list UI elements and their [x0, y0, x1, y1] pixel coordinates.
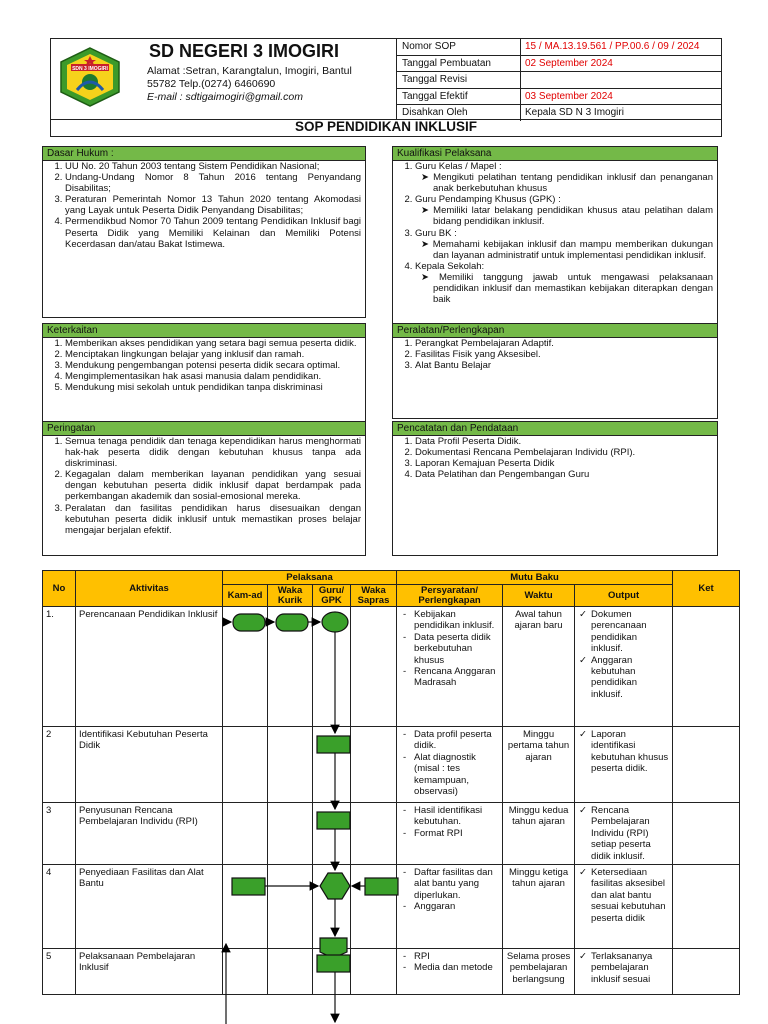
peringatan-list: [43, 436, 365, 536]
list-item: ✓ Terlaksananya pembelajaran inklusif sesuai: [591, 951, 669, 985]
address-line: Alamat :Setran, Karangtalun, Imogiri, Bantul: [147, 65, 352, 77]
row-persyaratan: [397, 727, 503, 803]
box-heading: Kualifikasi Pelaksana: [393, 147, 717, 161]
list-item: [415, 161, 713, 194]
row-persyaratan: [397, 949, 503, 995]
sub-item-text: Memiliki tanggung jawab untuk mengawasi pelaksanaan pendidikan inklusif dan memastikan kebijakan diterapkan dengan baik: [433, 271, 713, 306]
list-item: [415, 228, 713, 261]
row-output: [575, 803, 673, 865]
list-item: ✓ Anggaran kebutuhan pendidikan inklusif.: [591, 655, 669, 701]
list-item: [415, 261, 713, 305]
flow-cell: [351, 803, 397, 865]
meta-label: Disahkan Oleh: [397, 105, 521, 121]
meta-label: Nomor SOP: [397, 39, 521, 55]
peringatan-box: [42, 421, 366, 556]
row-aktivitas: Pelaksanaan Pembelajaran Inklusif: [76, 949, 223, 995]
procedure-table: [42, 570, 740, 995]
table-row: [43, 949, 740, 995]
keterkaitan-box: [42, 323, 366, 422]
row-ket: [673, 949, 740, 995]
list-item: ✓ Laporan identifikasi kebutuhan khusus peserta didik.: [591, 729, 669, 775]
row-no: 2: [43, 727, 76, 803]
flow-cell: [351, 949, 397, 995]
flow-cell: [351, 865, 397, 949]
row-ket: [673, 865, 740, 949]
kualifikasi-list: [393, 161, 717, 305]
row-ket: [673, 803, 740, 865]
school-address: [147, 65, 387, 104]
meta-row: [397, 39, 721, 56]
list-item: 1. UU No. 20 Tahun 2003 tentang Sistem Pendidikan Nasional;: [65, 161, 361, 172]
row-persyaratan: [397, 865, 503, 949]
list-item: - Rencana Anggaran Madrasah: [414, 666, 499, 689]
list-item: - Alat diagnostik (misal : tes kemampuan, observasi): [414, 752, 499, 798]
flow-cell: [223, 727, 268, 803]
list-item: 1. Perangkat Pembelajaran Adaptif.: [415, 338, 713, 349]
table-row: [43, 803, 740, 865]
list-item: 5. Mendukung misi sekolah untuk pendidikan tanpa diskriminasi: [65, 382, 361, 393]
col-header-kamad: Kam-ad: [223, 585, 268, 607]
list-item: - Daftar fasilitas dan alat bantu yang diperlukan.: [414, 867, 499, 901]
item-label: Guru BK :: [415, 227, 457, 239]
dasar-hukum-box: [42, 146, 366, 318]
box-heading: Dasar Hukum :: [43, 147, 365, 161]
school-logo: [57, 44, 123, 110]
sub-item: ➤ Memahami kebijakan inklusif dan mampu memberikan dukungan dan layanan administratif untuk implementasi pendidikan inklusif.: [421, 238, 713, 261]
row-no: 5: [43, 949, 76, 995]
list-item: 1. Memberikan akses pendidikan yang setara bagi semua peserta didik.: [65, 338, 361, 349]
flow-cell: [313, 865, 351, 949]
list-item: 2. Fasilitas Fisik yang Aksesibel.: [415, 349, 713, 360]
sub-item: ➤ Mengikuti pelatihan tentang pendidikan inklusif dan penanganan anak berkebutuhan khusus: [421, 172, 713, 195]
list-item: 3. Alat Bantu Belajar: [415, 360, 713, 371]
list-item: - Media dan metode: [414, 962, 499, 973]
col-header-ket: Ket: [673, 571, 740, 607]
list-item: - Kebijakan pendidikan inklusif.: [414, 609, 499, 632]
flow-cell: [268, 727, 313, 803]
col-header-mutu-baku: Mutu Baku: [397, 571, 673, 585]
school-identity: [51, 39, 397, 119]
row-ket: [673, 607, 740, 727]
flow-cell: [351, 727, 397, 803]
list-item: 3. Peraturan Pemerintah Nomor 13 Tahun 2020 tentang Akomodasi yang Layak untuk Peserta Didik Penyandang Disabilitas;: [65, 194, 361, 216]
row-aktivitas: Penyusunan Rencana Pembelajaran Individu (RPI): [76, 803, 223, 865]
row-output: [575, 727, 673, 803]
email-line: E-mail : sdtigaimogiri@gmail.com: [147, 91, 303, 103]
kualifikasi-box: [392, 146, 718, 324]
col-header-output: Output: [575, 585, 673, 607]
document-header: [50, 38, 722, 120]
meta-label: Tanggal Efektif: [397, 89, 521, 105]
item-label: Guru Kelas / Mapel :: [415, 161, 502, 172]
row-ket: [673, 727, 740, 803]
row-waktu: Minggu ketiga tahun ajaran: [503, 865, 575, 949]
sub-item: ➤ Memiliki latar belakang pendidikan khusus atau pelatihan dalam bidang pendidikan inklusif.: [421, 205, 713, 228]
row-waktu: Minggu kedua tahun ajaran: [503, 803, 575, 865]
meta-value: 15 / MA.13.19.561 / PP.00.6 / 09 / 2024: [525, 41, 700, 52]
col-header-persyaratan: Persyaratan/ Perlengkapan: [397, 585, 503, 607]
flow-cell: [351, 607, 397, 727]
row-output: [575, 949, 673, 995]
pencatatan-list: [393, 436, 717, 480]
meta-value: 02 September 2024: [525, 57, 613, 69]
list-item: 3. Mendukung pengembangan potensi peserta didik secara optimal.: [65, 360, 361, 371]
list-item: 2. Kegagalan dalam memberikan layanan pendidikan yang sesuai dengan kebutuhan peserta didik inklusif dapat berdampak pada perkembangan akademik dan sosial-emosional mereka.: [65, 469, 361, 502]
list-item: - Data peserta didik berkebutuhan khusus: [414, 632, 499, 666]
list-item: 2. Dokumentasi Rencana Pembelajaran Individu (RPI).: [415, 447, 713, 458]
row-no: 4: [43, 865, 76, 949]
row-waktu: Awal tahun ajaran baru: [503, 607, 575, 727]
sub-item-text: Memahami kebijakan inklusif dan mampu memberikan dukungan dan layanan administratif untuk implementasi pendidikan inklusif.: [432, 238, 713, 261]
sub-item-text: Memiliki latar belakang pendidikan khusus atau pelatihan dalam bidang pendidikan inklusif.: [433, 205, 713, 228]
table-row: [43, 727, 740, 803]
row-waktu: Selama proses pembelajaran berlangsung: [503, 949, 575, 995]
box-heading: Peringatan: [43, 422, 365, 436]
row-persyaratan: [397, 803, 503, 865]
flow-cell: [223, 803, 268, 865]
sop-title: SOP PENDIDIKAN INKLUSIF: [50, 118, 722, 137]
school-name: SD NEGERI 3 IMOGIRI: [149, 41, 340, 61]
flow-cell: [268, 803, 313, 865]
col-header-waka-sapras: Waka Sapras: [351, 585, 397, 607]
row-aktivitas: Identifikasi Kebutuhan Peserta Didik: [76, 727, 223, 803]
row-output: [575, 607, 673, 727]
col-header-pelaksana: Pelaksana: [223, 571, 397, 585]
table-header-row: [43, 571, 740, 585]
table-row: [43, 607, 740, 727]
row-waktu: Minggu pertama tahun ajaran: [503, 727, 575, 803]
meta-row: [397, 56, 721, 73]
list-item: 2. Menciptakan lingkungan belajar yang inklusif dan ramah.: [65, 349, 361, 360]
flow-cell: [223, 949, 268, 995]
meta-label: Tanggal Revisi: [397, 72, 521, 88]
col-header-aktivitas: Aktivitas: [76, 571, 223, 607]
flow-cell: [313, 727, 351, 803]
list-item: 2. Undang-Undang Nomor 8 Tahun 2016 tentang Penyandang Disabilitas;: [65, 172, 361, 194]
flow-cell: [223, 865, 268, 949]
row-no: 3: [43, 803, 76, 865]
flow-cell: [268, 607, 313, 727]
item-label: Guru Pendamping Khusus (GPK) :: [415, 194, 561, 206]
meta-label: Tanggal Pembuatan: [397, 56, 521, 72]
meta-value: Kepala SD N 3 Imogiri: [525, 107, 624, 119]
list-item: - Anggaran: [414, 901, 499, 912]
list-item: 3. Peralatan dan fasilitas pendidikan harus disesuaikan dengan kebutuhan peserta didik inklusif untuk memastikan proses belajar mengajar berjalan efektif.: [65, 503, 361, 536]
meta-row: [397, 72, 721, 89]
col-header-waktu: Waktu: [503, 585, 575, 607]
list-item: 4. Permendikbud Nomor 70 Tahun 2009 tentang Pendidikan Inklusif bagi Peserta Didik yang Memiliki Kelainan dan Memiliki Potensi Kecerdasan dan/atau Bakat Istimewa.: [65, 216, 361, 249]
table-row: [43, 865, 740, 949]
col-header-guru-gpk: Guru/ GPK: [313, 585, 351, 607]
list-item: - Format RPI: [414, 828, 499, 839]
meta-row: [397, 89, 721, 106]
list-item: 1. Semua tenaga pendidik dan tenaga kependidikan harus menghormati hak-hak peserta didik dengan kebutuhan khusus tanpa ada diskriminasi.: [65, 436, 361, 469]
col-header-waka-kurik: Waka Kurik: [268, 585, 313, 607]
flow-cell: [313, 949, 351, 995]
list-item: 4. Mengimplementasikan hak asasi manusia dalam pendidikan.: [65, 371, 361, 382]
list-item: - RPI: [414, 951, 499, 962]
row-persyaratan: [397, 607, 503, 727]
row-aktivitas: Perencanaan Pendidikan Inklusif: [76, 607, 223, 727]
list-item: 1. Data Profil Peserta Didik.: [415, 436, 713, 447]
flow-cell: [268, 949, 313, 995]
list-item: ✓ Rencana Pembelajaran Individu (RPI) setiap peserta didik inklusif.: [591, 805, 669, 862]
list-item: - Hasil identifikasi kebutuhan.: [414, 805, 499, 828]
item-label: Kepala Sekolah:: [415, 260, 485, 272]
row-output: [575, 865, 673, 949]
list-item: ✓ Ketersediaan fasilitas aksesibel dan alat bantu sesuai kebutuhan peserta didik: [591, 867, 669, 924]
sub-item-text: Mengikuti pelatihan tentang pendidikan inklusif dan penanganan anak berkebutuhan khusus: [433, 172, 713, 195]
peralatan-list: [393, 338, 717, 371]
flow-cell: [313, 607, 351, 727]
meta-value: [521, 72, 721, 88]
list-item: 3. Laporan Kemajuan Peserta Didik: [415, 458, 713, 469]
sop-meta-table: [397, 39, 721, 121]
pencatatan-box: [392, 421, 718, 556]
box-heading: Pencatatan dan Pendataan: [393, 422, 717, 436]
box-heading: Keterkaitan: [43, 324, 365, 338]
box-heading: Peralatan/Perlengkapan: [393, 324, 717, 338]
col-header-no: No: [43, 571, 76, 607]
flow-cell: [223, 607, 268, 727]
list-item: 4. Data Pelatihan dan Pengembangan Guru: [415, 469, 713, 480]
dasar-hukum-list: [43, 161, 365, 250]
row-aktivitas: Penyediaan Fasilitas dan Alat Bantu: [76, 865, 223, 949]
sub-item: ➤ Memiliki tanggung jawab untuk mengawasi pelaksanaan pendidikan inklusif dan memastikan kebijakan diterapkan dengan baik: [421, 271, 713, 306]
list-item: ✓ Dokumen perencanaan pendidikan inklusif.: [591, 609, 669, 655]
flow-cell: [268, 865, 313, 949]
list-item: [415, 194, 713, 227]
list-item: - Data profil peserta didik.: [414, 729, 499, 752]
keterkaitan-list: [43, 338, 365, 393]
logo-text: SDN 3 IMOGIRI: [72, 66, 108, 72]
flow-cell: [313, 803, 351, 865]
row-no: 1.: [43, 607, 76, 727]
address-line: 55782 Telp.(0274) 6460690: [147, 78, 276, 90]
meta-value: 03 September 2024: [525, 90, 613, 102]
peralatan-box: [392, 323, 718, 419]
